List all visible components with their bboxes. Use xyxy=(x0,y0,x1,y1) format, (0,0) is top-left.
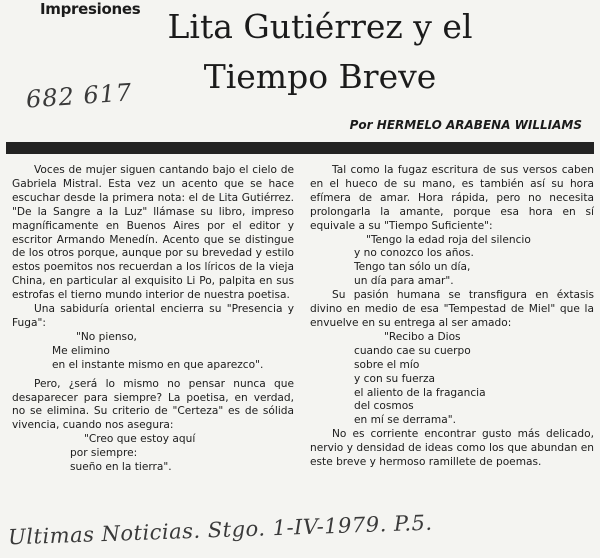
verse-line: cuando cae su cuerpo xyxy=(354,344,471,357)
title-line-2: Tiempo Breve xyxy=(203,57,437,96)
handwritten-number: 682 617 xyxy=(25,78,134,114)
verse-line: Me elimino xyxy=(52,344,110,357)
byline: Por HERMELO ARABENA WILLIAMS xyxy=(349,118,582,132)
verse-line: en el instante mismo en que aparezco". xyxy=(52,358,264,371)
section-label: Impresiones xyxy=(40,0,141,18)
verse-line: por siempre: xyxy=(70,447,138,460)
verse-line: sueño en la tierra". xyxy=(70,461,172,474)
paragraph: Pero, ¿será lo mismo no pensar nunca que desaparecer para siempre? La poetisa, en verdad, no se elimina. Su criterio de "Certeza" es de sólida vivencia, cuando nos asegura: xyxy=(12,377,294,432)
title-line-1: Lita Gutiérrez y el xyxy=(167,7,473,46)
paragraph: Voces de mujer siguen cantando bajo el cielo de Gabriela Mistral. Esta vez un acento que se hace escuchar desde la primera nota: el de Lita Gutiérrez. "De la Sangre a la Luz" llámase su libro, impreso magníficamente en Buenos Aires por el editor y escritor Armando Menedín. Acento que se distingue de los otros porque, aunque por su brevedad y estilo estos poemitos nos recuerdan a los líricos de la vieja China, en particular al exquisito Li Po, palpita en sus estrofas el tierno mundo interior de nuestra poetisa. xyxy=(12,164,294,302)
verse-line: "No pienso, xyxy=(76,330,137,343)
verse-line: y no conozco los años. xyxy=(354,247,474,260)
paragraph: Su pasión humana se transfigura en éxtasis divino en medio de esa "Tempestad de Miel" que la envuelve en su entrega al ser amado: xyxy=(310,289,594,329)
verse-line: un día para amar". xyxy=(354,275,454,288)
verse-line: el aliento de la fragancia xyxy=(354,386,486,399)
verse-line: y con su fuerza xyxy=(354,372,435,385)
verse-line: "Creo que estoy aquí xyxy=(84,433,196,446)
paragraph: No es corriente encontrar gusto más delicado, nervio y densidad de ideas como los que abundan en este breve y hermoso ramillete de poemas. xyxy=(310,428,594,469)
verse-line: "Tengo la edad roja del silencio xyxy=(366,233,531,246)
paragraph: Tal como la fugaz escritura de sus versos caben en el hueco de su mano, es también así su hora efímera de amar. Hora rápida, pero no necesita prolongarla la amante, porque esa hora en sí equivale a su "Tiempo Suficiente": xyxy=(310,164,594,232)
heading-rule xyxy=(6,142,594,154)
article-title xyxy=(130,2,510,102)
verse-line: del cosmos xyxy=(354,400,414,413)
verse-line: sobre el mío xyxy=(354,358,420,371)
left-column xyxy=(12,164,294,475)
right-column xyxy=(310,164,594,470)
handwritten-source-note: Ultimas Noticias. Stgo. 1-IV-1979. P.5. xyxy=(7,510,433,550)
verse-line: en mí se derrama". xyxy=(354,414,456,427)
paragraph: Una sabiduría oriental encierra su "Presencia y Fuga": xyxy=(12,303,294,329)
verse-line: "Recibo a Dios xyxy=(384,330,461,343)
verse-line: Tengo tan sólo un día, xyxy=(354,261,471,274)
